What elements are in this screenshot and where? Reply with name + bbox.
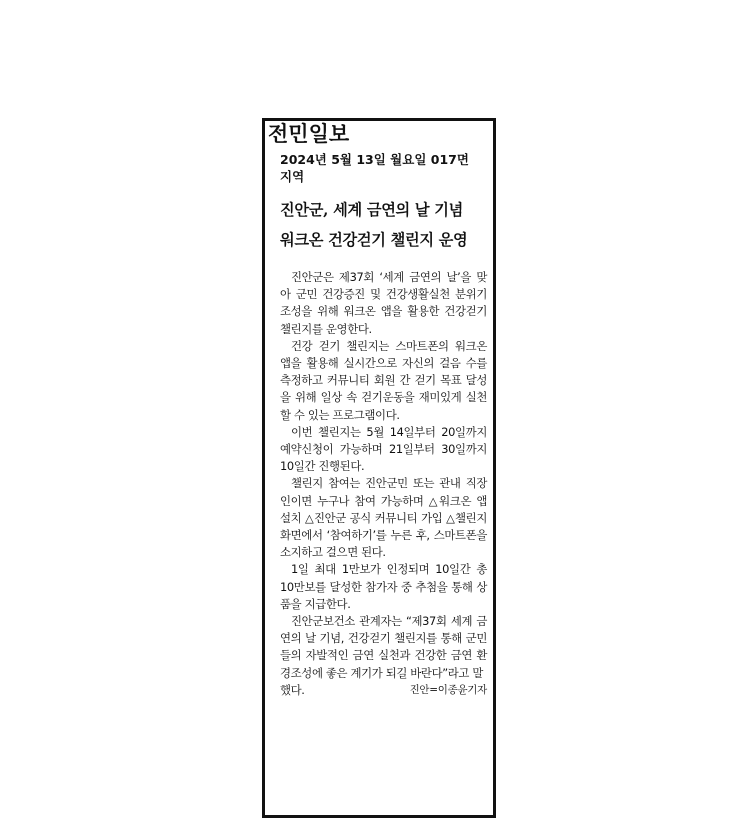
publication-info: [280, 151, 492, 185]
newspaper-name: 전민일보: [268, 122, 350, 146]
section-label: 지역: [280, 169, 305, 184]
date-line: 2024년 5월 13일 월요일 017면: [280, 152, 469, 167]
article-body: [280, 269, 487, 699]
headline-line-2: 워크온 건강걷기 챌린지 운영: [280, 231, 468, 249]
byline: 진안=이종윤기자: [409, 683, 487, 696]
paragraph: 건강 걷기 챌린지는 스마트폰의 워크온 앱을 활용해 실시간으로 자신의 걸음 수를 측정하고 커뮤니티 회원 간 걷기 목표 달성을 위해 일상 속 걷기운동을 재미있게 실천할 수 있는 프로그램이다.: [280, 338, 487, 422]
newspaper-clipping: [262, 118, 496, 818]
headline: [280, 195, 492, 255]
paragraph: 진안군보건소 관계자는 “제37회 세계 금연의 날 기념, 건강걷기 챌린지를 통해 군민들의 자발적인 금연 실천과 건강한 금연 환경조성에 좋은 계기가 되길 바란다”라고 말: [280, 614, 487, 680]
headline-line-1: 진안군, 세계 금연의 날 기념: [280, 201, 464, 219]
closing-word: 했다.: [280, 682, 305, 697]
paragraph: 진안군은 제37회 ‘세계 금연의 날’을 맞아 군민 건강증진 및 건강생활실천 분위기 조성을 위해 워크온 앱을 활용한 건강걷기 챌린지를 운영한다.: [280, 270, 487, 336]
closing-line: [280, 682, 487, 699]
paragraph: 1일 최대 1만보가 인정되며 10일간 총 10만보를 달성한 참가자 중 추첨을 통해 상품을 지급한다.: [280, 562, 487, 611]
paragraph: 챌린지 참여는 진안군민 또는 관내 직장인이면 누구나 참여 가능하며 △워크온 앱 설치 △진안군 공식 커뮤니티 가입 △챌린지 화면에서 ‘참여하기’를 누른 후, 스마트폰을 소지하고 걸으면 된다.: [280, 476, 487, 560]
paragraph: 이번 챌린지는 5월 14일부터 20일까지 예약신청이 가능하며 21일부터 30일까지 10일간 진행된다.: [280, 424, 487, 474]
